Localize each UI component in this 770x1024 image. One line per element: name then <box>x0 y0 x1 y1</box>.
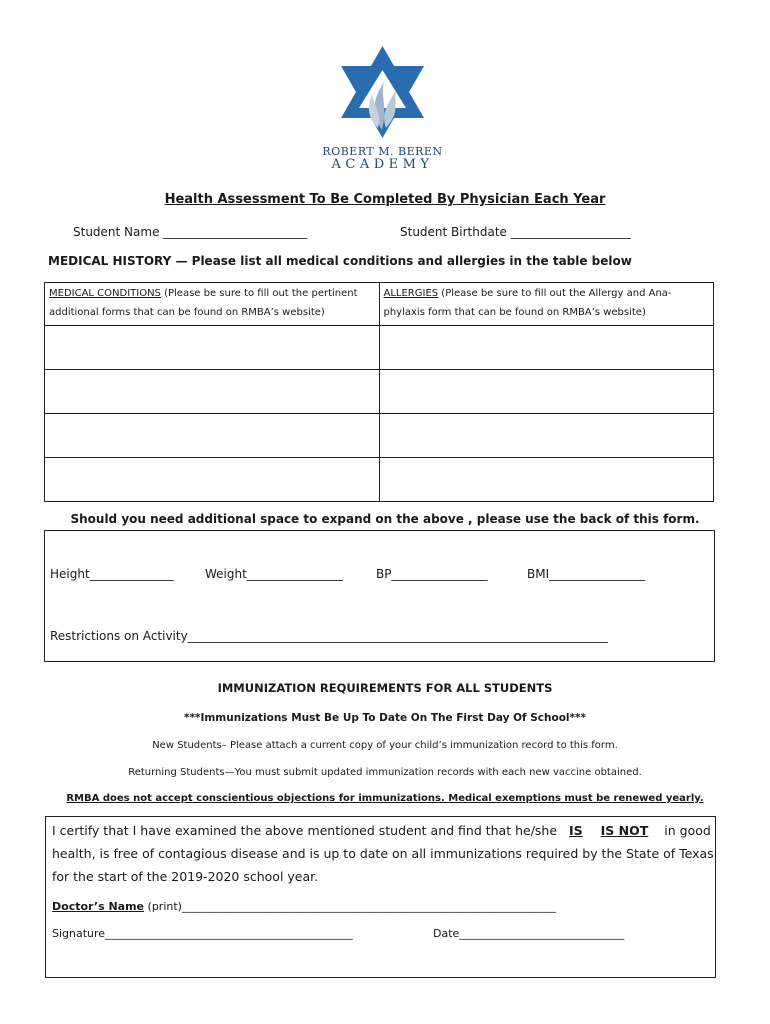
table-row <box>45 414 714 458</box>
certification-part1: I certify that I have examined the above mentioned student and find that he/she <box>52 823 558 838</box>
bp-label: BP <box>376 567 392 581</box>
doctor-name-print: (print) <box>144 900 182 913</box>
allergies-title: ALLERGIES <box>383 288 439 299</box>
medical-conditions-header <box>45 283 380 326</box>
certification-part2: in good <box>664 823 711 838</box>
is-option[interactable]: IS <box>569 823 583 838</box>
returning-students-note: Returning Students—You must submit updated immunization records with each new vaccine obtained. <box>128 767 642 778</box>
bmi-label: BMI <box>527 567 550 581</box>
allergies-header <box>379 283 714 326</box>
medical-conditions-note: (Please be sure to fill out the pertinent additional forms that can be found on RMBA’s website) <box>49 288 358 318</box>
certification-text <box>52 819 714 888</box>
bmi-field[interactable]: ________________ <box>549 567 646 581</box>
restrictions-field[interactable]: ______________________________________________________________________ <box>187 629 608 643</box>
weight-row <box>205 567 343 581</box>
restrictions-row <box>50 629 608 643</box>
doctor-name-label: Doctor’s Name <box>52 900 145 913</box>
logo-academy-line: ACADEMY <box>331 157 434 172</box>
date-field[interactable]: ______________________________ <box>459 927 625 940</box>
medical-condition-cell[interactable] <box>45 326 380 370</box>
student-name-row <box>73 225 307 239</box>
height-label: Height <box>50 567 90 581</box>
height-field[interactable]: ______________ <box>89 567 174 581</box>
medical-history-heading: MEDICAL HISTORY — Please list all medical conditions and allergies in the table below <box>48 254 632 268</box>
medical-condition-cell[interactable] <box>45 370 380 414</box>
table-header-row <box>45 283 714 326</box>
restrictions-label: Restrictions on Activity <box>50 629 188 643</box>
allergies-note: (Please be sure to fill out the Allergy and Ana-phylaxis form that can be found on RMBA’s website) <box>383 288 672 318</box>
additional-space-note: Should you need additional space to expand on the above , please use the back of this form. <box>70 512 700 526</box>
signature-row <box>52 927 353 940</box>
allergy-cell[interactable] <box>379 414 714 458</box>
logo-name-line: ROBERT M. BEREN <box>322 145 443 158</box>
signature-field[interactable]: _____________________________________________ <box>105 927 353 940</box>
student-name-field[interactable]: ________________________ <box>163 225 308 239</box>
weight-label: Weight <box>205 567 247 581</box>
table-row <box>45 458 714 502</box>
medical-condition-cell[interactable] <box>45 414 380 458</box>
certification-line3: for the start of the 2019-2020 school year. <box>52 869 319 884</box>
medical-condition-cell[interactable] <box>45 458 380 502</box>
page-title: Health Assessment To Be Completed By Physician Each Year <box>164 192 606 207</box>
date-row <box>433 927 624 940</box>
signature-label: Signature <box>52 927 106 940</box>
bmi-row <box>527 567 645 581</box>
exemption-policy-note: RMBA does not accept conscientious objections for immunizations. Medical exemptions must be renewed yearly. <box>66 793 704 804</box>
certification-line2: health, is free of contagious disease and is up to date on all immunizations required by the State of Texas <box>52 846 714 861</box>
vitals-row <box>50 567 174 581</box>
allergy-cell[interactable] <box>379 370 714 414</box>
table-row <box>45 370 714 414</box>
table-row <box>45 326 714 370</box>
is-not-option[interactable]: IS NOT <box>600 823 649 838</box>
student-birthdate-field[interactable]: ____________________ <box>510 225 631 239</box>
allergy-cell[interactable] <box>379 458 714 502</box>
bp-row <box>376 567 487 581</box>
new-students-note: New Students– Please attach a current copy of your child’s immunization record to this form. <box>152 740 618 751</box>
student-name-label: Student Name <box>73 225 164 239</box>
doctor-name-row <box>52 900 556 913</box>
bp-field[interactable]: ________________ <box>391 567 488 581</box>
student-birthdate-row <box>400 225 631 239</box>
allergy-cell[interactable] <box>379 326 714 370</box>
medical-conditions-title: MEDICAL CONDITIONS <box>49 288 161 299</box>
medical-history-table <box>44 282 714 502</box>
date-label: Date <box>433 927 460 940</box>
weight-field[interactable]: ________________ <box>246 567 343 581</box>
immunization-heading: IMMUNIZATION REQUIREMENTS FOR ALL STUDENTS <box>217 681 553 695</box>
student-birthdate-label: Student Birthdate <box>400 225 511 239</box>
immunization-deadline: ***Immunizations Must Be Up To Date On The First Day Of School*** <box>183 712 586 724</box>
star-of-david-flame-icon <box>330 42 435 140</box>
doctor-name-field[interactable]: ____________________________________________________________________ <box>181 900 556 913</box>
